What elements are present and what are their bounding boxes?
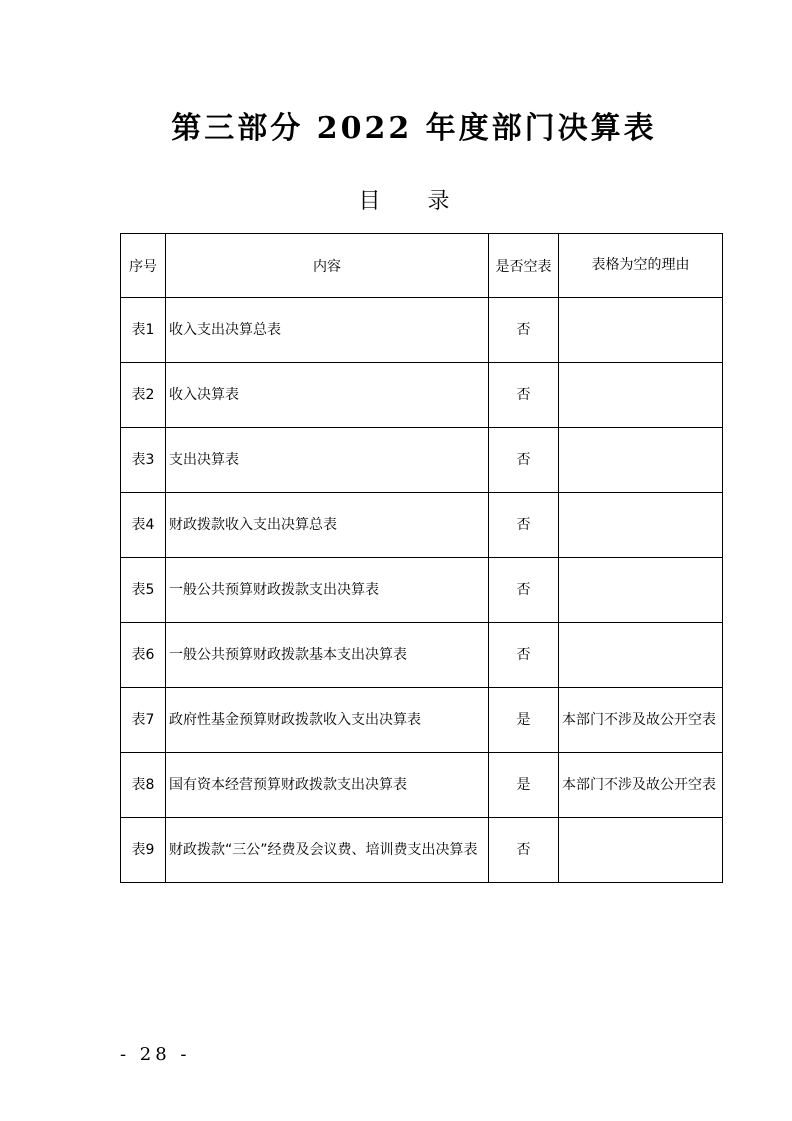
row-content <box>166 753 489 818</box>
table-row <box>121 558 723 623</box>
row-is-empty-text: 否 <box>516 386 531 403</box>
row-reason <box>559 623 723 688</box>
row-seq <box>121 493 166 558</box>
row-content-text: 一般公共预算财政拨款基本支出决算表 <box>169 646 407 663</box>
header-seq: 序号 <box>121 234 166 298</box>
header-content: 内容 <box>166 234 489 298</box>
row-content <box>166 623 489 688</box>
row-is-empty-text: 否 <box>516 646 531 663</box>
row-is-empty-text: 否 <box>516 321 531 338</box>
table-row <box>121 428 723 493</box>
row-seq <box>121 818 166 883</box>
row-is-empty <box>489 363 559 428</box>
row-is-empty <box>489 298 559 363</box>
row-content-text: 一般公共预算财政拨款支出决算表 <box>169 581 379 598</box>
table-row <box>121 623 723 688</box>
row-seq <box>121 688 166 753</box>
row-is-empty-text: 否 <box>516 581 531 598</box>
row-content-text: 财政拨款“三公”经费及会议费、培训费支出决算表 <box>169 841 478 858</box>
row-seq-text: 表1 <box>131 321 155 338</box>
row-seq-text: 表7 <box>131 711 155 728</box>
table-row <box>121 753 723 818</box>
table-row <box>121 493 723 558</box>
row-is-empty <box>489 623 559 688</box>
row-is-empty-text: 否 <box>516 451 531 468</box>
row-content-text: 政府性基金预算财政拨款收入支出决算表 <box>169 711 421 728</box>
row-reason-text: 本部门不涉及故公开空表 <box>562 711 716 728</box>
row-content-text: 支出决算表 <box>169 451 239 468</box>
row-seq <box>121 363 166 428</box>
row-content <box>166 363 489 428</box>
row-seq-text: 表5 <box>131 581 155 598</box>
row-reason <box>559 493 723 558</box>
row-content <box>166 428 489 493</box>
row-seq-text: 表6 <box>131 646 155 663</box>
row-seq-text: 表9 <box>131 841 155 858</box>
row-content-text: 财政拨款收入支出决算总表 <box>169 516 337 533</box>
row-content <box>166 688 489 753</box>
row-reason <box>559 818 723 883</box>
row-reason <box>559 298 723 363</box>
table-row <box>121 363 723 428</box>
row-is-empty <box>489 428 559 493</box>
header-reason: 表格为空的理由 <box>559 234 723 298</box>
row-seq <box>121 753 166 818</box>
page-number: - 28 - <box>120 1044 191 1065</box>
row-is-empty <box>489 493 559 558</box>
table-row <box>121 688 723 753</box>
table-header-row <box>121 234 723 298</box>
row-reason <box>559 558 723 623</box>
row-content <box>166 493 489 558</box>
row-seq-text: 表2 <box>131 386 155 403</box>
row-is-empty-text: 是 <box>516 711 531 728</box>
table-row <box>121 818 723 883</box>
row-reason <box>559 688 723 753</box>
row-reason-text: 本部门不涉及故公开空表 <box>562 776 716 793</box>
row-seq-text: 表3 <box>131 451 155 468</box>
row-content-text: 收入决算表 <box>169 386 239 403</box>
row-seq <box>121 558 166 623</box>
row-content <box>166 558 489 623</box>
row-is-empty-text: 是 <box>516 776 531 793</box>
row-seq-text: 表8 <box>131 776 155 793</box>
row-is-empty-text: 否 <box>516 516 531 533</box>
row-is-empty <box>489 558 559 623</box>
row-is-empty <box>489 753 559 818</box>
row-reason <box>559 428 723 493</box>
row-content-text: 收入支出决算总表 <box>169 321 281 338</box>
row-content-text: 国有资本经营预算财政拨款支出决算表 <box>169 776 407 793</box>
row-content <box>166 818 489 883</box>
toc-table <box>120 233 723 883</box>
header-is-empty: 是否空表 <box>489 234 559 298</box>
row-reason <box>559 363 723 428</box>
row-seq <box>121 623 166 688</box>
table-row <box>121 298 723 363</box>
page-title: 第三部分 2022 年度部门决算表 <box>171 111 657 146</box>
row-seq <box>121 298 166 363</box>
row-content <box>166 298 489 363</box>
row-is-empty-text: 否 <box>516 841 531 858</box>
row-is-empty <box>489 818 559 883</box>
row-is-empty <box>489 688 559 753</box>
row-seq <box>121 428 166 493</box>
row-reason <box>559 753 723 818</box>
toc-heading: 目 录 <box>358 189 470 214</box>
row-seq-text: 表4 <box>131 516 155 533</box>
